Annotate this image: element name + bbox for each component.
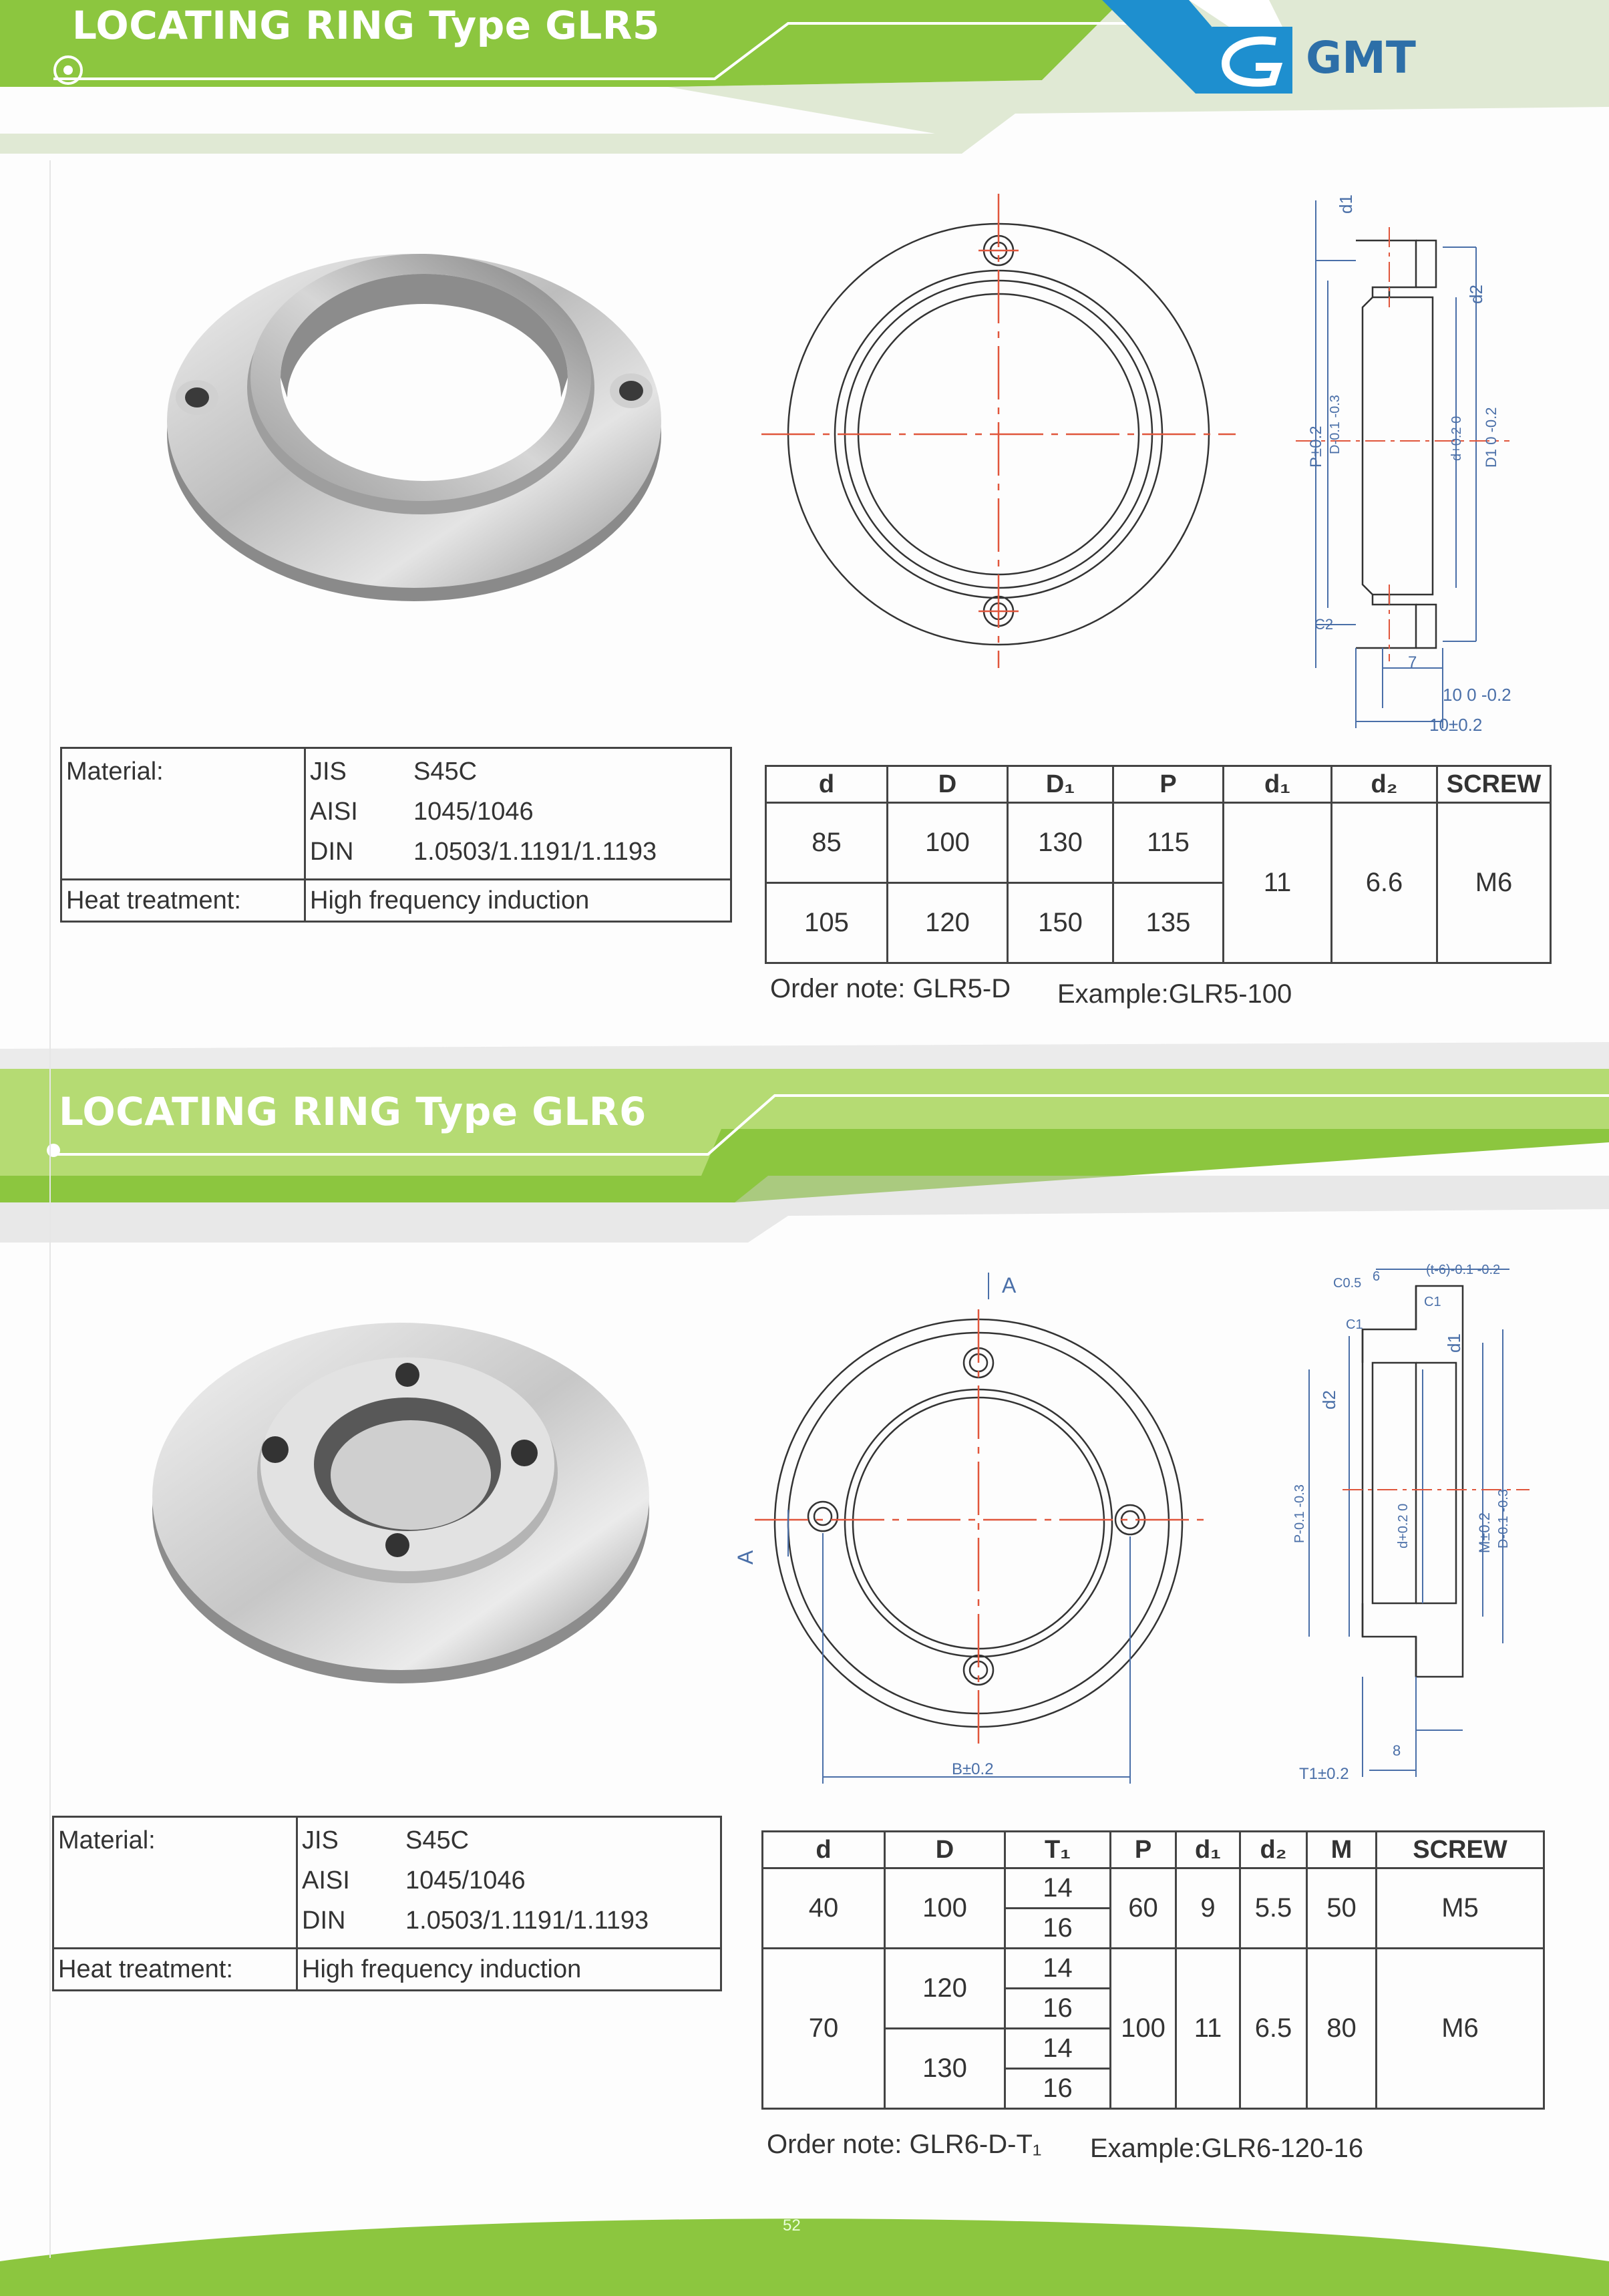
brand-logo-text: GMT (1306, 32, 1416, 84)
glr6-material-table (52, 1816, 722, 1991)
table-header-row (763, 1832, 1544, 1868)
glr5-material-std: JIS (310, 758, 347, 786)
glr6-material-std: JIS (302, 1826, 339, 1854)
glr6-label-d2: d2 (1319, 1390, 1339, 1410)
cell-D: 100 (888, 803, 1008, 883)
cell-T1: 14 (1005, 1949, 1111, 1989)
glr5-section-drawing (1296, 200, 1516, 748)
column-header: P (1113, 766, 1224, 803)
footer-band (0, 2219, 1609, 2296)
glr6-label-c1-a: C1 (1346, 1317, 1363, 1332)
glr6-example: Example:GLR6-120-16 (1090, 2134, 1364, 2163)
glr6-label-m-tol: M±0.2 (1476, 1512, 1493, 1553)
cell-d: 85 (766, 803, 888, 883)
glr6-material-std: AISI (302, 1866, 350, 1895)
cell-T1: 14 (1005, 2029, 1111, 2069)
cell-P: 60 (1111, 1868, 1176, 1949)
cell-P: 135 (1113, 883, 1224, 963)
cell-d: 70 (763, 1949, 885, 2109)
column-header: d (766, 766, 888, 803)
cell-D: 130 (885, 2029, 1005, 2109)
cell-D1: 150 (1008, 883, 1113, 963)
cell-screw: M6 (1377, 1949, 1544, 2109)
glr5-heat-value: High frequency induction (305, 880, 731, 922)
glr6-label-6: 6 (1373, 1269, 1381, 1284)
glr6-material-value: S45C (405, 1826, 470, 1854)
glr5-label-d1: d1 (1336, 194, 1356, 214)
column-header: M (1307, 1832, 1377, 1868)
glr6-heat-value: High frequency induction (297, 1949, 721, 1991)
glr6-material-row (302, 1901, 716, 1941)
glr5-label-7: 7 (1408, 653, 1417, 671)
column-header: d₂ (1240, 1832, 1307, 1868)
cell-P: 115 (1113, 803, 1224, 883)
section-glr5-title: LOCATING RING Type GLR5 (72, 3, 660, 48)
cell-T1: 16 (1005, 2069, 1111, 2109)
glr5-order-note: Order note: GLR5-D (770, 974, 1011, 1003)
glr6-front-view-drawing (721, 1269, 1229, 1790)
glr6-label-c1-b: C1 (1424, 1295, 1441, 1309)
glr5-product-photo (160, 220, 681, 621)
glr5-heat-label: Heat treatment: (61, 880, 305, 922)
column-header: d₁ (1176, 1832, 1240, 1868)
column-header: SCREW (1437, 766, 1551, 803)
cell-d1: 11 (1176, 1949, 1240, 2109)
glr5-material-table (60, 747, 732, 923)
glr6-material-value: 1045/1046 (405, 1866, 526, 1895)
section-glr6-title: LOCATING RING Type GLR6 (59, 1089, 647, 1134)
cell-d2: 5.5 (1240, 1868, 1307, 1949)
glr6-material-row (302, 1820, 716, 1860)
cell-D: 120 (888, 883, 1008, 963)
glr5-example: Example:GLR5-100 (1057, 979, 1292, 1009)
glr6-material-row (302, 1860, 716, 1901)
glr6-label-t1-tol: T1±0.2 (1299, 1765, 1349, 1783)
column-header: P (1111, 1832, 1176, 1868)
cell-D1: 130 (1008, 803, 1113, 883)
glr5-label-10-tol-b: 10±0.2 (1429, 715, 1483, 735)
glr5-material-row (310, 792, 726, 832)
column-header: SCREW (1377, 1832, 1544, 1868)
glr5-material-std: DIN (310, 838, 354, 866)
cell-D: 120 (885, 1949, 1005, 2029)
glr6-material-std: DIN (302, 1907, 346, 1935)
glr6-label-dplus-tol: d+0.2 0 (1396, 1503, 1411, 1548)
glr5-front-view-drawing (755, 194, 1236, 675)
column-header: T₁ (1005, 1832, 1111, 1868)
cell-d: 40 (763, 1868, 885, 1949)
glr5-material-value: 1045/1046 (413, 798, 534, 826)
middle-header-band (0, 1042, 1609, 1243)
glr6-material-label: Material: (53, 1817, 297, 1949)
glr5-dimension-table (765, 765, 1552, 964)
column-header: D (885, 1832, 1005, 1868)
glr6-label-d1: d1 (1444, 1333, 1464, 1353)
table-row (763, 1949, 1544, 1989)
glr6-order-note: Order note: GLR6-D-T₁ (767, 2130, 1042, 2159)
glr5-material-row (310, 832, 726, 872)
cell-d2: 6.5 (1240, 1949, 1307, 2109)
cell-screw: M5 (1377, 1868, 1544, 1949)
glr6-section-a-top: A (1002, 1273, 1017, 1297)
glr6-section-a-left: A (733, 1550, 757, 1565)
column-header: d₁ (1224, 766, 1332, 803)
cell-T1: 16 (1005, 1989, 1111, 2029)
column-header: d (763, 1832, 885, 1868)
column-header: d₂ (1332, 766, 1437, 803)
glr5-material-label: Material: (61, 748, 305, 880)
glr5-label-p-tol: P±0.2 (1307, 426, 1325, 468)
glr5-label-d-tol: D-0.1 -0.3 (1328, 395, 1343, 454)
cell-screw: M6 (1437, 803, 1551, 963)
glr5-material-value: S45C (413, 758, 478, 786)
glr6-material-value: 1.0503/1.1191/1.1193 (405, 1907, 649, 1935)
column-header: D (888, 766, 1008, 803)
table-row (763, 1868, 1544, 1909)
glr5-label-d2: d2 (1466, 285, 1486, 304)
cell-M: 50 (1307, 1868, 1377, 1949)
glr5-material-row (310, 752, 726, 792)
column-header: D₁ (1008, 766, 1113, 803)
glr6-heat-label: Heat treatment: (53, 1949, 297, 1991)
cell-d1: 11 (1224, 803, 1332, 963)
glr6-label-b-tol: B±0.2 (952, 1760, 994, 1778)
glr6-label-c05: C0.5 (1333, 1276, 1362, 1291)
table-row (766, 803, 1551, 883)
cell-d1: 9 (1176, 1868, 1240, 1949)
cell-M: 80 (1307, 1949, 1377, 2109)
page-number: 52 (783, 2217, 801, 2235)
glr5-material-value: 1.0503/1.1191/1.1193 (413, 838, 657, 866)
cell-T1: 14 (1005, 1868, 1111, 1909)
gmt-logo (1212, 27, 1292, 94)
glr6-label-p-tol: P-0.1 -0.3 (1292, 1484, 1307, 1543)
cell-D: 100 (885, 1868, 1005, 1949)
glr5-label-c2: C2 (1314, 616, 1334, 633)
cell-T1: 16 (1005, 1909, 1111, 1949)
glr6-product-photo (147, 1289, 668, 1703)
glr6-label-d-tol: D-0.1 -0.3 (1496, 1489, 1511, 1548)
glr6-label-8: 8 (1393, 1742, 1401, 1759)
cell-d: 105 (766, 883, 888, 963)
glr5-label-d1-tol: D1 0 -0.2 (1483, 407, 1499, 468)
table-header-row (766, 766, 1551, 803)
glr5-material-std: AISI (310, 798, 358, 826)
glr5-label-10-tol-a: 10 0 -0.2 (1443, 685, 1511, 705)
glr5-label-dplus-tol: d+0.2 0 (1449, 416, 1464, 461)
cell-P: 100 (1111, 1949, 1176, 2109)
cell-d2: 6.6 (1332, 803, 1437, 963)
glr6-label-t-tol: (t-6)-0.1 -0.2 (1426, 1263, 1501, 1277)
glr6-dimension-table (761, 1830, 1545, 2110)
